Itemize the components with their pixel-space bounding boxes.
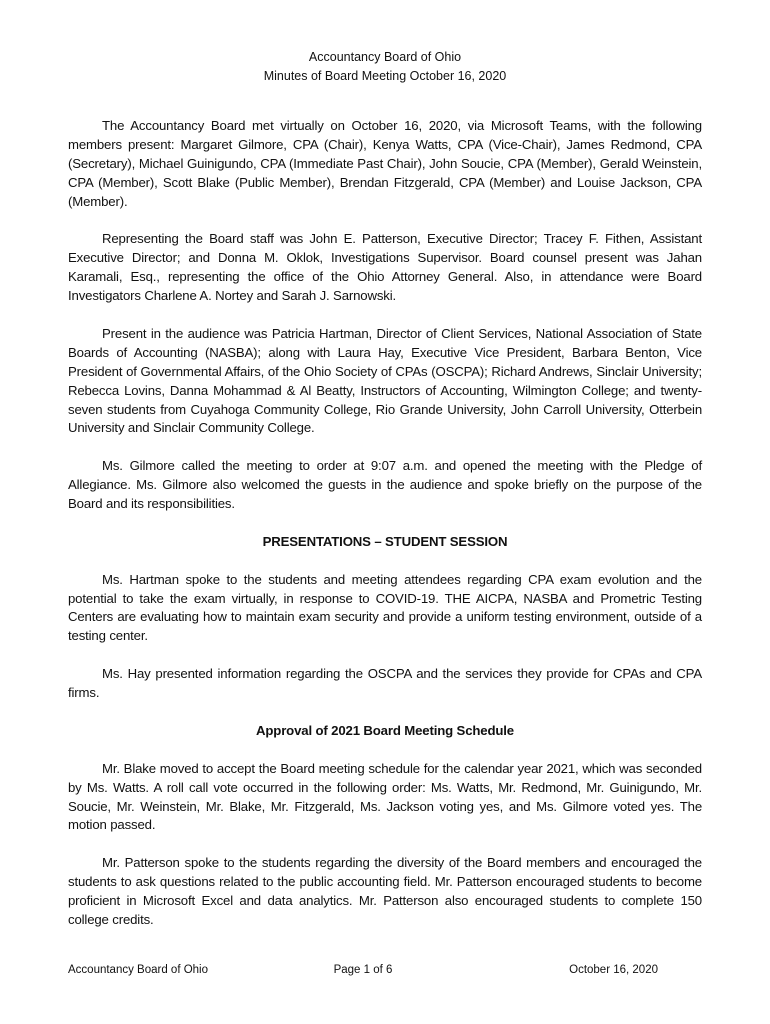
paragraph-motion: Mr. Blake moved to accept the Board meeting schedule for the calendar year 2021, which was seconded by Ms. Watts. A roll call vote occurred in the following order: Ms. Watts, Mr. Redmond, Mr. Guinigundo, Mr. Soucie, Mr. Weinstein, Mr. Blake, Mr. Fitzgerald, Ms. Jackson voting yes, and Ms. Gilmore voted yes. The motion passed. bbox=[68, 760, 702, 833]
paragraph-board-staff: Representing the Board staff was John E. Patterson, Executive Director; Tracey F. Fithen, Assistant Executive Director; and Donna M. Oklok, Investigations Supervisor. Board counsel present was Jahan Karamali, Esq., representing the office of the Ohio Attorney General. Also, in attendance were Board Investigators Charlene A. Nortey and Sarah J. Sarnowski. bbox=[68, 231, 702, 304]
paragraph-patterson: Mr. Patterson spoke to the students regarding the diversity of the Board members and encouraged the students to ask questions related to the public accounting field. Mr. Patterson encouraged students to become proficient in Microsoft Excel and data analytics. Mr. Patterson also encouraged students to complete 150 college credits. bbox=[68, 855, 702, 927]
page-header bbox=[0, 48, 770, 85]
header-org-name: Accountancy Board of Ohio bbox=[308, 50, 462, 64]
paragraph-hartman: Ms. Hartman spoke to the students and meeting attendees regarding CPA exam evolution and the potential to take the exam virtually, in response to COVID-19. THE AICPA, NASBA and Prometric Testing Centers are evaluating how to maintain exam security and provide a uniform testing environment, outside of a testing center. bbox=[68, 571, 702, 644]
paragraph-audience: Present in the audience was Patricia Hartman, Director of Client Services, National Association of State Boards of Accounting (NASBA); along with Laura Hay, Executive Vice President, Barbara Benton, Vice President of Governmental Affairs, of the Ohio Society of CPAs (OSCPA); Richard Andrews, Sinclair University; Rebecca Lovins, Danna Mohammad & Al Beatty, Instructors of Accounting, Wilmington College; and twenty-seven students from Cuyahoga Community College, Rio Grande University, John Carroll University, Otterbein University and Sinclair Community College. bbox=[68, 325, 702, 436]
paragraph-members-present: The Accountancy Board met virtually on October 16, 2020, via Microsoft Teams, with the following members present: Margaret Gilmore, CPA (Chair), Kenya Watts, CPA (Vice-Chair), James Redmond, CPA (Secretary), Michael Guinigundo, CPA (Immediate Past Chair), John Soucie, CPA (Member), Gerald Weinstein, CPA (Member), Scott Blake (Public Member), Brendan Fitzgerald, CPA (Member) and Louise Jackson, CPA (Member). bbox=[68, 118, 702, 209]
section-heading-presentations: PRESENTATIONS – STUDENT SESSION bbox=[262, 533, 508, 549]
paragraph-call-to-order: Ms. Gilmore called the meeting to order at 9:07 a.m. and opened the meeting with the Pledge of Allegiance. Ms. Gilmore also welcomed the guests in the audience and spoke briefly on the purpose of the Board and its responsibilities. bbox=[68, 458, 702, 512]
section-heading-schedule: Approval of 2021 Board Meeting Schedule bbox=[256, 722, 514, 738]
header-subtitle: Minutes of Board Meeting October 16, 2020 bbox=[263, 68, 507, 83]
footer-date: October 16, 2020 bbox=[569, 964, 658, 976]
page-footer bbox=[68, 961, 658, 979]
footer-page-number: Page 1 of 6 bbox=[333, 964, 393, 976]
minutes-body bbox=[68, 117, 702, 949]
paragraph-hay: Ms. Hay presented information regarding the OSCPA and the services they provide for CPAs and CPA firms. bbox=[68, 666, 702, 701]
footer-org-name: Accountancy Board of Ohio bbox=[68, 964, 208, 976]
